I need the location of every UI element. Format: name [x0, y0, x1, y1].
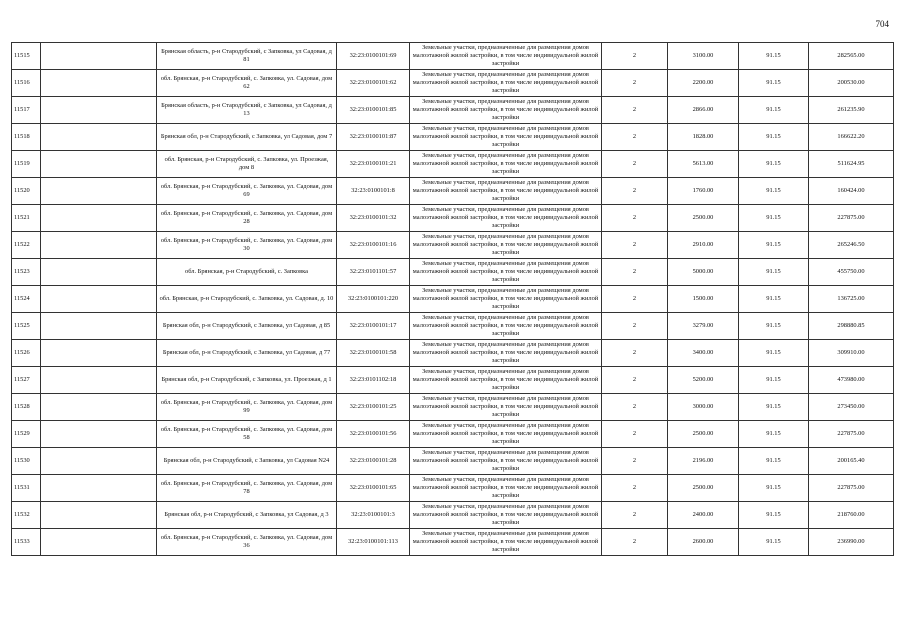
- category-cell: 2: [602, 178, 668, 205]
- area-cell: 5200.00: [668, 367, 739, 394]
- address-cell: обл. Брянская, р-н Стародубский, с. Запковка, ул. Проезжая, дом 8: [157, 151, 337, 178]
- cadastral-number-cell: 32:23:0100101:16: [337, 232, 410, 259]
- area-cell: 2500.00: [668, 475, 739, 502]
- cadastral-value-cell: 227875.00: [809, 475, 894, 502]
- area-cell: 3000.00: [668, 394, 739, 421]
- table-row: [12, 178, 894, 205]
- area-cell: 3100.00: [668, 43, 739, 70]
- cadastral-number-cell: 32:23:0100101:62: [337, 70, 410, 97]
- spacer-cell: [41, 394, 157, 421]
- spacer-cell: [41, 340, 157, 367]
- cadastral-value-cell: 455750.00: [809, 259, 894, 286]
- area-cell: 1760.00: [668, 178, 739, 205]
- spacer-cell: [41, 448, 157, 475]
- rate-cell: 91.15: [739, 151, 809, 178]
- category-cell: 2: [602, 367, 668, 394]
- rate-cell: 91.15: [739, 313, 809, 340]
- spacer-cell: [41, 259, 157, 286]
- cadastral-number-cell: 32:23:0100101:85: [337, 97, 410, 124]
- rate-cell: 91.15: [739, 502, 809, 529]
- area-cell: 1500.00: [668, 286, 739, 313]
- address-cell: обл. Брянская, р-н Стародубский, с. Запковка: [157, 259, 337, 286]
- rate-cell: 91.15: [739, 448, 809, 475]
- row-number-cell: 11524: [12, 286, 41, 313]
- address-cell: Брянская обл, р-н Стародубский, с Запковка, ул Садовая, д 77: [157, 340, 337, 367]
- rate-cell: 91.15: [739, 421, 809, 448]
- address-cell: обл. Брянская, р-н Стародубский, с. Запковка, ул. Садовая, дом 30: [157, 232, 337, 259]
- land-purpose-cell: Земельные участки, предназначенные для размещения домов малоэтажной жилой застройки, в том числе индивидуальной жилой застройки: [410, 421, 602, 448]
- spacer-cell: [41, 124, 157, 151]
- cadastral-number-cell: 32:23:0100101:65: [337, 475, 410, 502]
- cadastral-value-cell: 273450.00: [809, 394, 894, 421]
- table-row: [12, 70, 894, 97]
- table-row: [12, 43, 894, 70]
- page-number: 704: [875, 19, 889, 29]
- cadastral-value-cell: 309910.00: [809, 340, 894, 367]
- rate-cell: 91.15: [739, 475, 809, 502]
- cadastral-number-cell: 32:23:0100101:220: [337, 286, 410, 313]
- cadastral-number-cell: 32:23:0100101:28: [337, 448, 410, 475]
- category-cell: 2: [602, 97, 668, 124]
- row-number-cell: 11531: [12, 475, 41, 502]
- cadastral-number-cell: 32:23:0100101:56: [337, 421, 410, 448]
- table-body: [12, 43, 894, 556]
- address-cell: обл. Брянская, р-н Стародубский, с. Запковка, ул. Садовая, дом 58: [157, 421, 337, 448]
- cadastral-value-cell: 227875.00: [809, 205, 894, 232]
- address-cell: обл. Брянская, р-н Стародубский, с. Запковка, ул. Садовая, дом 62: [157, 70, 337, 97]
- address-cell: Брянская обл, р-н Стародубский, с Запковка, ул. Проезжая, д 1: [157, 367, 337, 394]
- row-number-cell: 11516: [12, 70, 41, 97]
- spacer-cell: [41, 367, 157, 394]
- address-cell: обл. Брянская, р-н Стародубский, с. Запковка, ул. Садовая, дом 28: [157, 205, 337, 232]
- land-purpose-cell: Земельные участки, предназначенные для размещения домов малоэтажной жилой застройки, в том числе индивидуальной жилой застройки: [410, 205, 602, 232]
- table-row: [12, 313, 894, 340]
- cadastral-value-cell: 282565.00: [809, 43, 894, 70]
- category-cell: 2: [602, 475, 668, 502]
- spacer-cell: [41, 178, 157, 205]
- table-row: [12, 448, 894, 475]
- table-row: [12, 97, 894, 124]
- rate-cell: 91.15: [739, 367, 809, 394]
- row-number-cell: 11523: [12, 259, 41, 286]
- rate-cell: 91.15: [739, 97, 809, 124]
- address-cell: Брянская обл, р-н Стародубский, с Запковка, ул Садовая, д 85: [157, 313, 337, 340]
- land-purpose-cell: Земельные участки, предназначенные для размещения домов малоэтажной жилой застройки, в том числе индивидуальной жилой застройки: [410, 286, 602, 313]
- row-number-cell: 11530: [12, 448, 41, 475]
- area-cell: 2600.00: [668, 529, 739, 556]
- spacer-cell: [41, 313, 157, 340]
- cadastral-value-cell: 511624.95: [809, 151, 894, 178]
- cadastral-number-cell: 32:23:0100101:17: [337, 313, 410, 340]
- table-row: [12, 286, 894, 313]
- category-cell: 2: [602, 529, 668, 556]
- cadastral-value-cell: 236990.00: [809, 529, 894, 556]
- category-cell: 2: [602, 421, 668, 448]
- land-purpose-cell: Земельные участки, предназначенные для размещения домов малоэтажной жилой застройки, в том числе индивидуальной жилой застройки: [410, 124, 602, 151]
- cadastral-value-cell: 200530.00: [809, 70, 894, 97]
- land-purpose-cell: Земельные участки, предназначенные для размещения домов малоэтажной жилой застройки, в том числе индивидуальной жилой застройки: [410, 448, 602, 475]
- cadastral-number-cell: 32:23:0100101:3: [337, 502, 410, 529]
- rate-cell: 91.15: [739, 259, 809, 286]
- spacer-cell: [41, 151, 157, 178]
- cadastral-value-cell: 265246.50: [809, 232, 894, 259]
- cadastral-number-cell: 32:23:0100101:87: [337, 124, 410, 151]
- category-cell: 2: [602, 259, 668, 286]
- cadastral-value-cell: 160424.00: [809, 178, 894, 205]
- category-cell: 2: [602, 286, 668, 313]
- table-row: [12, 502, 894, 529]
- row-number-cell: 11529: [12, 421, 41, 448]
- cadastral-value-cell: 227875.00: [809, 421, 894, 448]
- address-cell: Брянская обл, р-н Стародубский, с Запковка, ул Садовая, дом 7: [157, 124, 337, 151]
- land-purpose-cell: Земельные участки, предназначенные для размещения домов малоэтажной жилой застройки, в том числе индивидуальной жилой застройки: [410, 97, 602, 124]
- row-number-cell: 11518: [12, 124, 41, 151]
- spacer-cell: [41, 502, 157, 529]
- category-cell: 2: [602, 43, 668, 70]
- rate-cell: 91.15: [739, 340, 809, 367]
- land-purpose-cell: Земельные участки, предназначенные для размещения домов малоэтажной жилой застройки, в том числе индивидуальной жилой застройки: [410, 178, 602, 205]
- row-number-cell: 11527: [12, 367, 41, 394]
- rate-cell: 91.15: [739, 70, 809, 97]
- cadastral-number-cell: 32:23:0100101:8: [337, 178, 410, 205]
- row-number-cell: 11515: [12, 43, 41, 70]
- area-cell: 2910.00: [668, 232, 739, 259]
- spacer-cell: [41, 97, 157, 124]
- table-row: [12, 394, 894, 421]
- rate-cell: 91.15: [739, 286, 809, 313]
- spacer-cell: [41, 475, 157, 502]
- row-number-cell: 11517: [12, 97, 41, 124]
- category-cell: 2: [602, 313, 668, 340]
- cadastral-number-cell: 32:23:0101101:57: [337, 259, 410, 286]
- cadastral-number-cell: 32:23:0100101:21: [337, 151, 410, 178]
- land-purpose-cell: Земельные участки, предназначенные для размещения домов малоэтажной жилой застройки, в том числе индивидуальной жилой застройки: [410, 151, 602, 178]
- address-cell: обл. Брянская, р-н Стародубский, с. Запковка, ул. Садовая, дом 78: [157, 475, 337, 502]
- land-purpose-cell: Земельные участки, предназначенные для размещения домов малоэтажной жилой застройки, в том числе индивидуальной жилой застройки: [410, 367, 602, 394]
- rate-cell: 91.15: [739, 394, 809, 421]
- land-purpose-cell: Земельные участки, предназначенные для размещения домов малоэтажной жилой застройки, в том числе индивидуальной жилой застройки: [410, 259, 602, 286]
- cadastral-value-cell: 473980.00: [809, 367, 894, 394]
- row-number-cell: 11533: [12, 529, 41, 556]
- row-number-cell: 11528: [12, 394, 41, 421]
- spacer-cell: [41, 205, 157, 232]
- rate-cell: 91.15: [739, 124, 809, 151]
- area-cell: 1828.00: [668, 124, 739, 151]
- table-row: [12, 124, 894, 151]
- land-purpose-cell: Земельные участки, предназначенные для размещения домов малоэтажной жилой застройки, в том числе индивидуальной жилой застройки: [410, 529, 602, 556]
- area-cell: 2200.00: [668, 70, 739, 97]
- land-purpose-cell: Земельные участки, предназначенные для размещения домов малоэтажной жилой застройки, в том числе индивидуальной жилой застройки: [410, 232, 602, 259]
- address-cell: Брянская обл, р-н Стародубский, с Запковка, ул Садовая, д 3: [157, 502, 337, 529]
- cadastral-value-cell: 218760.00: [809, 502, 894, 529]
- category-cell: 2: [602, 151, 668, 178]
- area-cell: 2400.00: [668, 502, 739, 529]
- category-cell: 2: [602, 232, 668, 259]
- table-row: [12, 340, 894, 367]
- spacer-cell: [41, 529, 157, 556]
- area-cell: 2500.00: [668, 421, 739, 448]
- area-cell: 2500.00: [668, 205, 739, 232]
- table-row: [12, 205, 894, 232]
- area-cell: 2196.00: [668, 448, 739, 475]
- land-purpose-cell: Земельные участки, предназначенные для размещения домов малоэтажной жилой застройки, в том числе индивидуальной жилой застройки: [410, 43, 602, 70]
- row-number-cell: 11525: [12, 313, 41, 340]
- spacer-cell: [41, 70, 157, 97]
- row-number-cell: 11520: [12, 178, 41, 205]
- cadastral-number-cell: 32:23:0100101:69: [337, 43, 410, 70]
- cadastral-number-cell: 32:23:0101102:18: [337, 367, 410, 394]
- cadastral-number-cell: 32:23:0100101:25: [337, 394, 410, 421]
- rate-cell: 91.15: [739, 178, 809, 205]
- table-row: [12, 151, 894, 178]
- spacer-cell: [41, 286, 157, 313]
- spacer-cell: [41, 43, 157, 70]
- cadastral-value-table: [11, 42, 894, 556]
- row-number-cell: 11519: [12, 151, 41, 178]
- address-cell: обл. Брянская, р-н Стародубский, с. Запковка, ул. Садовая, дом 69: [157, 178, 337, 205]
- area-cell: 3279.00: [668, 313, 739, 340]
- category-cell: 2: [602, 340, 668, 367]
- table-row: [12, 421, 894, 448]
- land-purpose-cell: Земельные участки, предназначенные для размещения домов малоэтажной жилой застройки, в том числе индивидуальной жилой застройки: [410, 502, 602, 529]
- row-number-cell: 11522: [12, 232, 41, 259]
- area-cell: 3400.00: [668, 340, 739, 367]
- land-purpose-cell: Земельные участки, предназначенные для размещения домов малоэтажной жилой застройки, в том числе индивидуальной жилой застройки: [410, 313, 602, 340]
- table-row: [12, 475, 894, 502]
- row-number-cell: 11521: [12, 205, 41, 232]
- category-cell: 2: [602, 394, 668, 421]
- land-purpose-cell: Земельные участки, предназначенные для размещения домов малоэтажной жилой застройки, в том числе индивидуальной жилой застройки: [410, 340, 602, 367]
- table-row: [12, 232, 894, 259]
- cadastral-value-cell: 261235.90: [809, 97, 894, 124]
- area-cell: 2866.00: [668, 97, 739, 124]
- table-row: [12, 529, 894, 556]
- address-cell: обл. Брянская, р-н Стародубский, с. Запковка, ул. Садовая, дом 36: [157, 529, 337, 556]
- table-row: [12, 259, 894, 286]
- rate-cell: 91.15: [739, 43, 809, 70]
- category-cell: 2: [602, 205, 668, 232]
- address-cell: Брянская область, р-н Стародубский, с Запковка, ул Садовая, д 81: [157, 43, 337, 70]
- land-purpose-cell: Земельные участки, предназначенные для размещения домов малоэтажной жилой застройки, в том числе индивидуальной жилой застройки: [410, 70, 602, 97]
- category-cell: 2: [602, 124, 668, 151]
- cadastral-number-cell: 32:23:0100101:32: [337, 205, 410, 232]
- table-row: [12, 367, 894, 394]
- spacer-cell: [41, 421, 157, 448]
- rate-cell: 91.15: [739, 232, 809, 259]
- cadastral-number-cell: 32:23:0100101:58: [337, 340, 410, 367]
- row-number-cell: 11532: [12, 502, 41, 529]
- address-cell: Брянская область, р-н Стародубский, с Запковка, ул Садовая, д 13: [157, 97, 337, 124]
- cadastral-value-cell: 136725.00: [809, 286, 894, 313]
- land-purpose-cell: Земельные участки, предназначенные для размещения домов малоэтажной жилой застройки, в том числе индивидуальной жилой застройки: [410, 394, 602, 421]
- cadastral-value-cell: 200165.40: [809, 448, 894, 475]
- rate-cell: 91.15: [739, 529, 809, 556]
- land-purpose-cell: Земельные участки, предназначенные для размещения домов малоэтажной жилой застройки, в том числе индивидуальной жилой застройки: [410, 475, 602, 502]
- address-cell: обл. Брянская, р-н Стародубский, с. Запковка, ул. Садовая, д. 10: [157, 286, 337, 313]
- category-cell: 2: [602, 70, 668, 97]
- cadastral-value-cell: 166622.20: [809, 124, 894, 151]
- spacer-cell: [41, 232, 157, 259]
- cadastral-number-cell: 32:23:0100101:113: [337, 529, 410, 556]
- rate-cell: 91.15: [739, 205, 809, 232]
- area-cell: 5000.00: [668, 259, 739, 286]
- category-cell: 2: [602, 448, 668, 475]
- address-cell: обл. Брянская, р-н Стародубский, с. Запковка, ул. Садовая, дом 99: [157, 394, 337, 421]
- address-cell: Брянская обл, р-н Стародубский, с Запковка, ул Садовая N24: [157, 448, 337, 475]
- area-cell: 5613.00: [668, 151, 739, 178]
- cadastral-value-cell: 298880.85: [809, 313, 894, 340]
- category-cell: 2: [602, 502, 668, 529]
- row-number-cell: 11526: [12, 340, 41, 367]
